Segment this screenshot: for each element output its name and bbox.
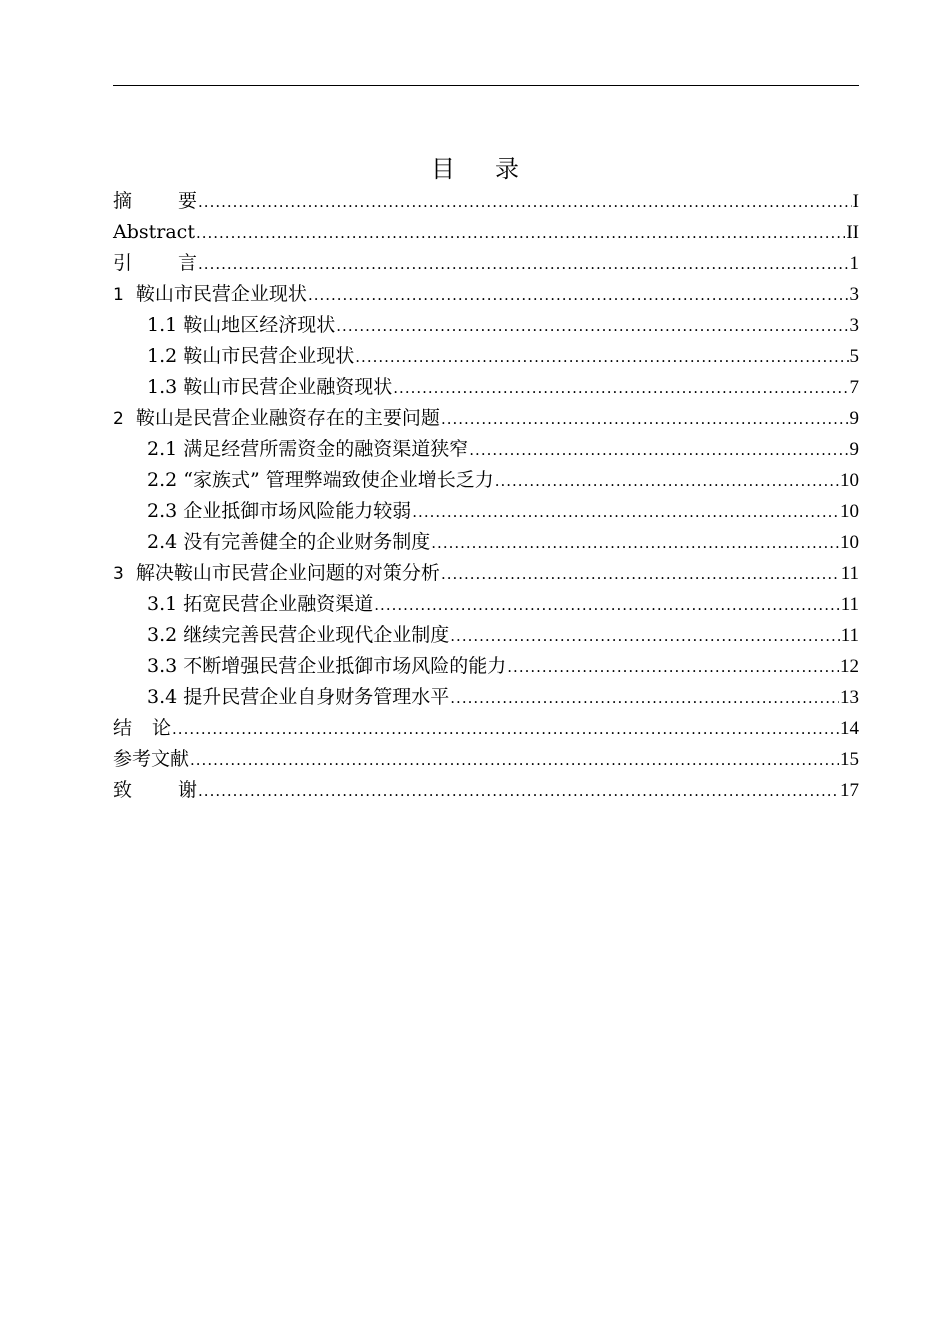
toc-entry[interactable] [113, 310, 859, 341]
toc-entry[interactable] [113, 341, 859, 372]
toc-entry-number: 3.1 [147, 593, 178, 615]
toc-entry-label [147, 372, 392, 403]
toc-entry-label [147, 434, 468, 465]
toc-entry-label [113, 186, 197, 217]
toc-entry-label [147, 682, 449, 713]
toc-entry-text: “家族式” 管理弊端致使企业增长乏力 [183, 469, 494, 491]
toc-page-number: 12 [840, 656, 859, 677]
toc-dot-leader [450, 683, 839, 714]
toc-dot-leader [441, 404, 849, 435]
toc-dot-leader [198, 776, 839, 807]
toc-entry-label [113, 248, 197, 279]
toc-entry-number: 2.1 [147, 438, 178, 460]
toc-entry-label [147, 310, 335, 341]
toc-page-number: 15 [840, 749, 859, 770]
toc-page-number: 11 [840, 563, 859, 584]
toc-entry-label [113, 713, 171, 744]
toc-entry-text: 解决鞍山市民营企业问题的对策分析 [135, 562, 440, 584]
toc-entry-number: 2.4 [147, 531, 178, 553]
toc-entry-number: 1.2 [147, 345, 178, 367]
toc-entry-text: 拓宽民营企业融资渠道 [183, 593, 374, 615]
toc-entry-label [113, 744, 189, 775]
toc-entry[interactable] [113, 403, 859, 434]
toc-entry-text: 鞍山市民营企业现状 [183, 345, 355, 367]
toc-entry-text: 提升民营企业自身财务管理水平 [183, 686, 450, 708]
toc-page-number: 5 [849, 346, 859, 367]
toc-entry-label [147, 589, 373, 620]
toc-entry-text: 鞍山是民营企业融资存在的主要问题 [135, 407, 440, 429]
toc-entry[interactable] [113, 279, 859, 310]
toc-entry-number: 3.3 [147, 655, 178, 677]
toc-page-number: 11 [840, 625, 859, 646]
table-of-contents [113, 186, 859, 806]
toc-dot-leader [495, 466, 839, 497]
toc-dot-leader [190, 745, 839, 776]
toc-dot-leader [469, 435, 848, 466]
toc-entry-text: 摘 要 [113, 190, 198, 212]
toc-dot-leader [450, 621, 839, 652]
toc-page-number: 3 [849, 284, 859, 305]
toc-entry-label [147, 496, 411, 527]
toc-entry[interactable] [113, 775, 859, 806]
toc-entry-text: 不断增强民营企业抵御市场风险的能力 [183, 655, 507, 677]
toc-entry[interactable] [113, 713, 859, 744]
toc-entry-number: 3.2 [147, 624, 178, 646]
toc-entry[interactable] [113, 527, 859, 558]
toc-page-number: 14 [840, 718, 859, 739]
toc-entry[interactable] [113, 217, 859, 248]
toc-entry[interactable] [113, 372, 859, 403]
toc-dot-leader [507, 652, 839, 683]
toc-dot-leader [172, 714, 839, 745]
toc-entry[interactable] [113, 186, 859, 217]
toc-entry-number: 1.1 [147, 314, 178, 336]
toc-page-number: 10 [840, 532, 859, 553]
toc-page-number: 9 [849, 408, 859, 429]
toc-dot-leader [393, 373, 848, 404]
toc-dot-leader [198, 187, 852, 218]
toc-dot-leader [308, 280, 849, 311]
toc-page-number: 17 [840, 780, 859, 801]
toc-page-number: 3 [849, 315, 859, 336]
toc-entry[interactable] [113, 434, 859, 465]
toc-entry-number: 2.3 [147, 500, 178, 522]
toc-dot-leader [374, 590, 839, 621]
toc-entry-number: 3 [113, 564, 124, 584]
toc-entry-number: 2 [113, 409, 124, 429]
toc-entry-number: 2.2 [147, 469, 178, 491]
toc-entry-label [147, 620, 449, 651]
toc-entry-label [113, 403, 440, 435]
toc-dot-leader [196, 218, 845, 249]
toc-entry-label [113, 279, 307, 311]
toc-entry[interactable] [113, 682, 859, 713]
toc-entry-number: 1.3 [147, 376, 178, 398]
toc-dot-leader [412, 497, 839, 528]
toc-page-number: 11 [840, 594, 859, 615]
toc-entry-text: 鞍山市民营企业融资现状 [183, 376, 393, 398]
toc-entry-text: 致 谢 [113, 779, 198, 801]
toc-page-number: 9 [849, 439, 859, 460]
toc-page-number: 1 [849, 253, 859, 274]
toc-entry[interactable] [113, 589, 859, 620]
toc-page-number: I [852, 191, 859, 212]
toc-dot-leader [441, 559, 840, 590]
toc-entry[interactable] [113, 465, 859, 496]
toc-dot-leader [355, 342, 848, 373]
toc-page-number: II [846, 222, 859, 243]
toc-entry-label [113, 558, 440, 590]
toc-entry[interactable] [113, 620, 859, 651]
toc-entry-text: 鞍山市民营企业现状 [135, 283, 307, 305]
toc-entry-label [113, 775, 197, 806]
toc-page-number: 10 [840, 501, 859, 522]
toc-dot-leader [431, 528, 839, 559]
toc-dot-leader [198, 249, 848, 280]
toc-entry-label [113, 217, 195, 248]
toc-entry[interactable] [113, 558, 859, 589]
toc-entry-text: Abstract [113, 221, 195, 243]
toc-entry-text: 鞍山地区经济现状 [183, 314, 336, 336]
toc-entry-text: 引 言 [113, 252, 198, 274]
toc-entry-number: 3.4 [147, 686, 178, 708]
toc-entry-label [147, 527, 430, 558]
toc-entry-text: 结 论 [113, 717, 172, 739]
toc-page-number: 7 [849, 377, 859, 398]
toc-title: 目录 [431, 155, 559, 183]
toc-entry-text: 满足经营所需资金的融资渠道狭窄 [183, 438, 469, 460]
toc-entry-text: 参考文献 [113, 748, 190, 770]
header-rule [113, 85, 859, 86]
toc-page-number: 13 [840, 687, 859, 708]
toc-entry-text: 没有完善健全的企业财务制度 [183, 531, 431, 553]
toc-page-number: 10 [840, 470, 859, 491]
toc-entry[interactable] [113, 744, 859, 775]
toc-entry[interactable] [113, 651, 859, 682]
toc-entry-text: 继续完善民营企业现代企业制度 [183, 624, 450, 646]
toc-dot-leader [336, 311, 848, 342]
toc-entry-label [147, 341, 354, 372]
toc-entry-label [147, 465, 494, 496]
toc-entry[interactable] [113, 496, 859, 527]
toc-entry[interactable] [113, 248, 859, 279]
toc-entry-text: 企业抵御市场风险能力较弱 [183, 500, 412, 522]
toc-entry-number: 1 [113, 285, 124, 305]
toc-entry-label [147, 651, 506, 682]
